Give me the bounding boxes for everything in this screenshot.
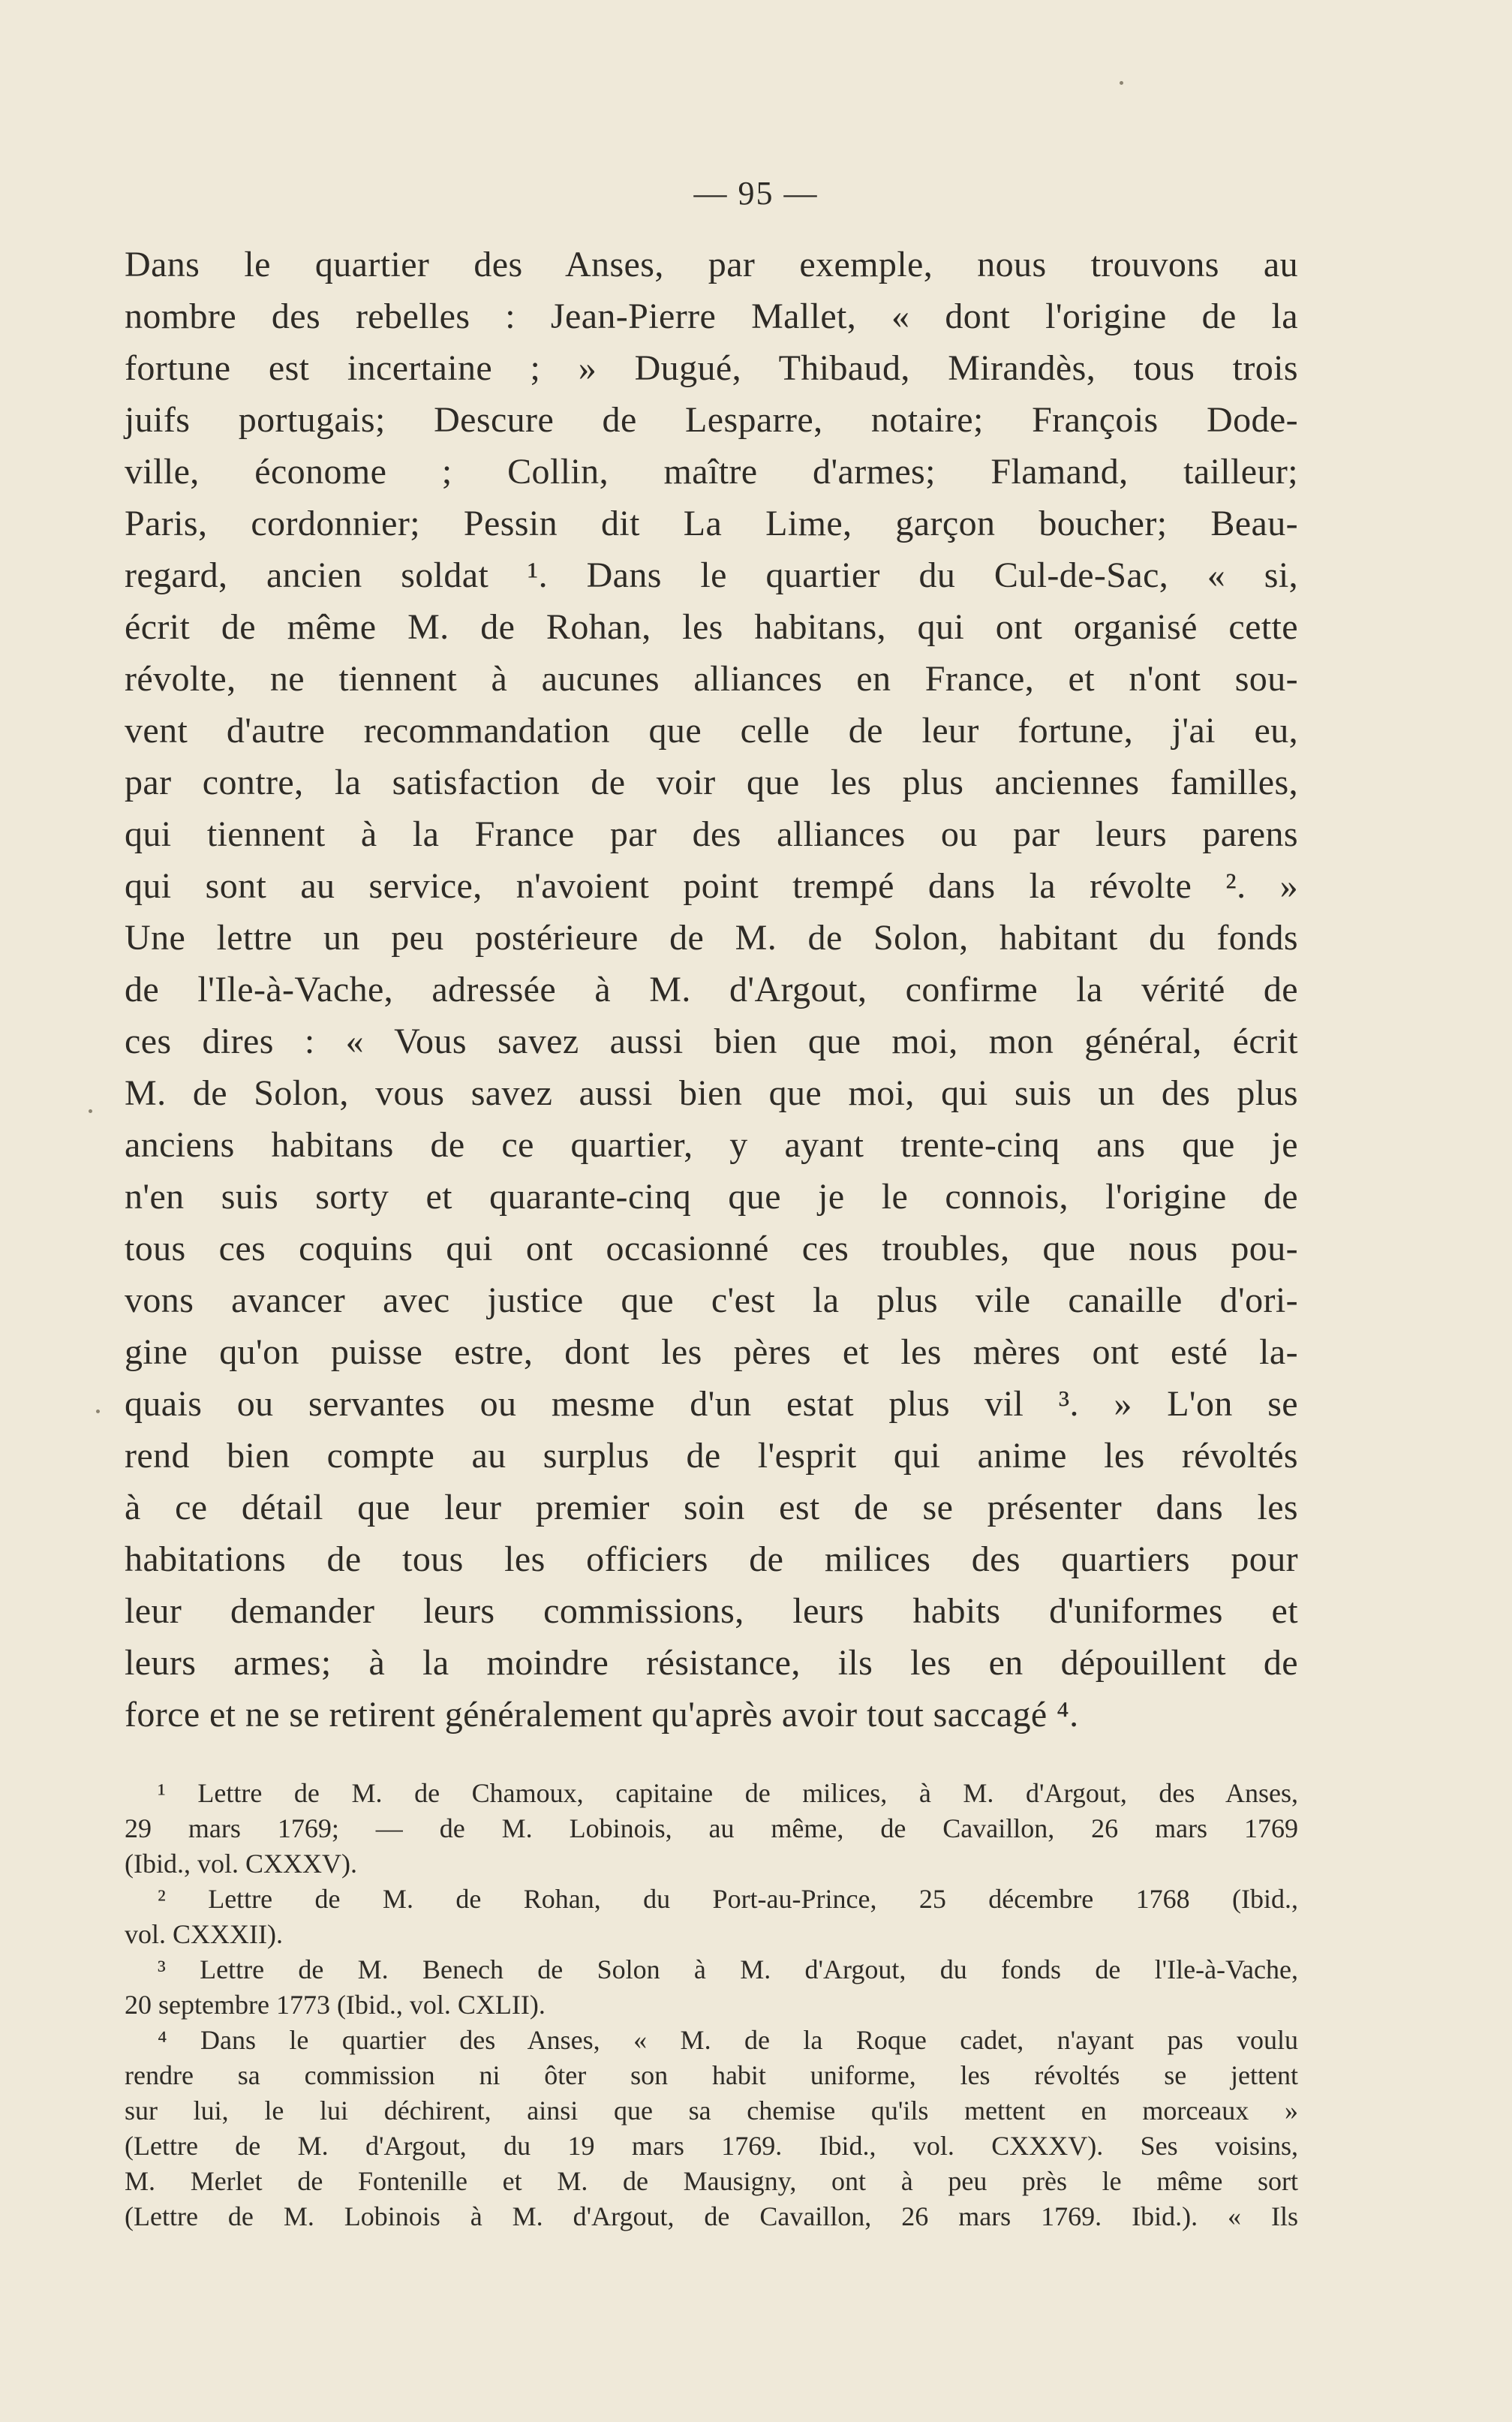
footnote-line: ³ Lettre de M. Benech de Solon à M. d'Argout, du fonds de l'Ile-à-Vache, <box>158 1954 1298 1984</box>
text-line: force et ne se retirent généralement qu'après avoir tout saccagé ⁴. <box>125 1695 1079 1735</box>
text-line: gine qu'on puisse estre, dont les pères et les mères ont esté la- <box>125 1332 1298 1372</box>
text-line: M. de Solon, vous savez aussi bien que moi, qui suis un des plus <box>125 1073 1298 1113</box>
footnote-line: sur lui, le lui déchirent, ainsi que sa chemise qu'ils mettent en morceaux » <box>125 2096 1298 2126</box>
text-line: ville, économe ; Collin, maître d'armes; Flamand, tailleur; <box>125 452 1298 492</box>
footnote-line: (Lettre de M. Lobinois à M. d'Argout, de Cavaillon, 26 mars 1769. Ibid.). « Ils <box>125 2201 1298 2231</box>
page-number: — 95 — <box>693 175 819 212</box>
text-line: vent d'autre recommandation que celle de leur fortune, j'ai eu, <box>125 711 1298 751</box>
text-line: Une lettre un peu postérieure de M. de Solon, habitant du fonds <box>125 918 1298 958</box>
footnote-line: ⁴ Dans le quartier des Anses, « M. de la Roque cadet, n'ayant pas voulu <box>158 2025 1298 2055</box>
text-line: n'en suis sorty et quarante-cinq que je le connois, l'origine de <box>125 1177 1298 1217</box>
text-line: par contre, la satisfaction de voir que les plus anciennes familles, <box>125 763 1298 802</box>
text-line: de l'Ile-à-Vache, adressée à M. d'Argout, confirme la vérité de <box>125 970 1298 1009</box>
text-line: regard, ancien soldat ¹. Dans le quartier du Cul-de-Sac, « si, <box>125 555 1298 595</box>
text-line: leur demander leurs commissions, leurs habits d'uniformes et <box>125 1591 1298 1631</box>
text-line: juifs portugais; Descure de Lesparre, notaire; François Dode- <box>125 400 1298 440</box>
text-line: tous ces coquins qui ont occasionné ces troubles, que nous pou- <box>125 1229 1298 1268</box>
text-line: fortune est incertaine ; » Dugué, Thibaud, Mirandès, tous trois <box>125 348 1298 388</box>
text-line: écrit de même M. de Rohan, les habitans, qui ont organisé cette <box>125 607 1298 647</box>
text-line: qui tiennent à la France par des alliances ou par leurs parens <box>125 814 1298 854</box>
text-line: anciens habitans de ce quartier, y ayant trente-cinq ans que je <box>125 1125 1298 1165</box>
footnote-line: (Lettre de M. d'Argout, du 19 mars 1769. Ibid., vol. CXXXV). Ses voisins, <box>125 2131 1298 2161</box>
paper-speck <box>1120 81 1123 85</box>
text-line: leurs armes; à la moindre résistance, ils les en dépouillent de <box>125 1643 1298 1683</box>
footnote-line: 29 mars 1769; — de M. Lobinois, au même, de Cavaillon, 26 mars 1769 <box>125 1813 1298 1843</box>
paper-speck <box>89 1109 92 1113</box>
footnotes <box>125 1776 1298 2234</box>
footnote-line: ² Lettre de M. de Rohan, du Port-au-Prince, 25 décembre 1768 (Ibid., <box>158 1884 1298 1914</box>
footnote-line: M. Merlet de Fontenille et M. de Mausigny, ont à peu près le même sort <box>125 2166 1298 2196</box>
text-line: à ce détail que leur premier soin est de se présenter dans les <box>125 1488 1298 1527</box>
footnote-line: vol. CXXXII). <box>125 1919 283 1949</box>
text-line: Dans le quartier des Anses, par exemple, nous trouvons au <box>125 245 1298 284</box>
text-line: habitations de tous les officiers de milices des quartiers pour <box>125 1539 1298 1579</box>
footnote-line: 20 septembre 1773 (Ibid., vol. CXLII). <box>125 1990 546 2020</box>
footnote-line: ¹ Lettre de M. de Chamoux, capitaine de milices, à M. d'Argout, des Anses, <box>158 1778 1298 1808</box>
paper-speck <box>96 1410 100 1413</box>
text-line: qui sont au service, n'avoient point trempé dans la révolte ². » <box>125 866 1298 906</box>
text-line: ces dires : « Vous savez aussi bien que moi, mon général, écrit <box>125 1021 1298 1061</box>
footnote-line: (Ibid., vol. CXXXV). <box>125 1849 357 1879</box>
main-text <box>125 239 1298 1741</box>
text-line: quais ou servantes ou mesme d'un estat plus vil ³. » L'on se <box>125 1384 1298 1424</box>
text-line: rend bien compte au surplus de l'esprit qui anime les révoltés <box>125 1436 1298 1476</box>
text-line: nombre des rebelles : Jean-Pierre Mallet, « dont l'origine de la <box>125 296 1298 336</box>
footnote-line: rendre sa commission ni ôter son habit uniforme, les révoltés se jettent <box>125 2060 1298 2090</box>
text-line: révolte, ne tiennent à aucunes alliances en France, et n'ont sou- <box>125 659 1298 699</box>
text-line: vons avancer avec justice que c'est la plus vile canaille d'ori- <box>125 1280 1298 1320</box>
text-line: Paris, cordonnier; Pessin dit La Lime, garçon boucher; Beau- <box>125 504 1298 543</box>
